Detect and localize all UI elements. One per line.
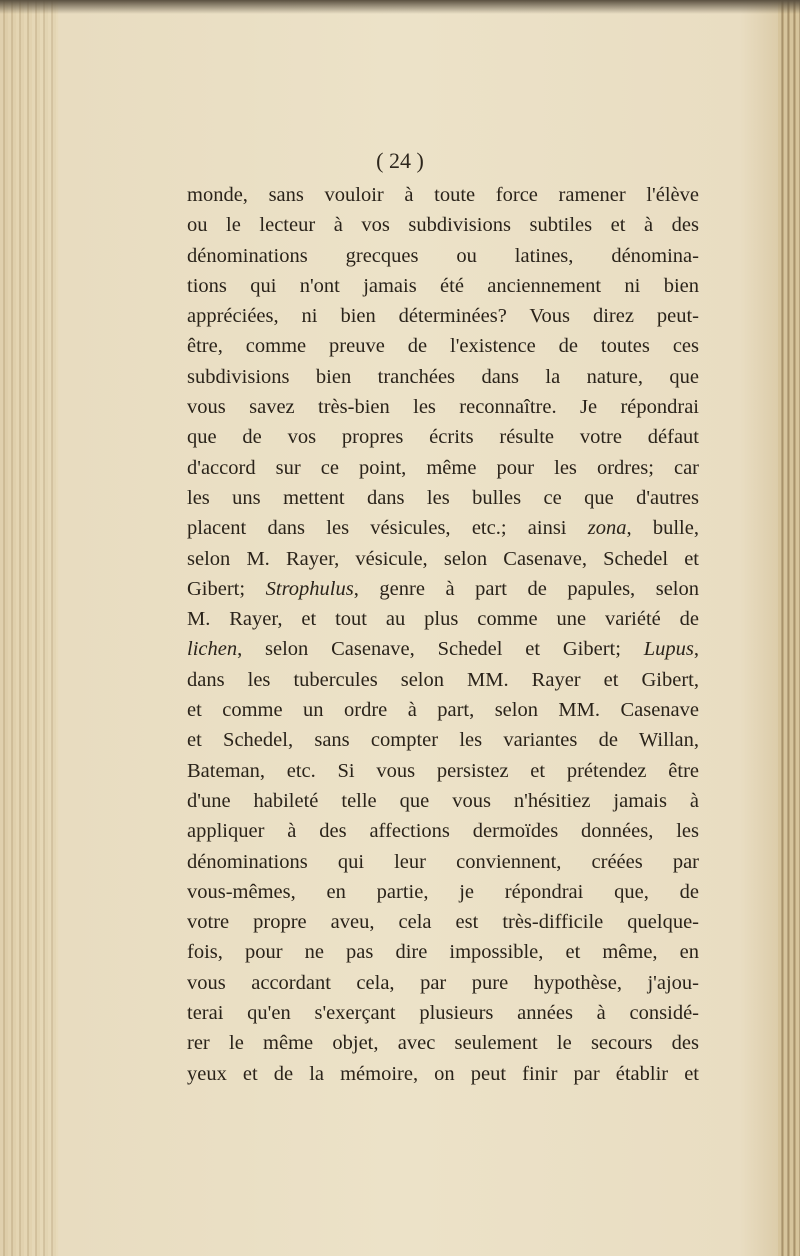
- text-line: lichen, selon Casenave, Schedel et Gibert; Lupus,: [187, 638, 699, 661]
- page-number: ( 24 ): [376, 148, 424, 173]
- text-line: les uns mettent dans les bulles ce que d'autres: [187, 486, 699, 509]
- text-line: dénominations qui leur conviennent, créées par: [187, 850, 699, 873]
- text-line: d'une habileté telle que vous n'hésitiez jamais à: [187, 789, 699, 812]
- page-gutter: [0, 0, 58, 1256]
- text-line: être, comme preuve de l'existence de toutes ces: [187, 335, 699, 358]
- text-line: M. Rayer, et tout au plus comme une variété de: [187, 608, 699, 631]
- text-line: appliquer à des affections dermoïdes données, les: [187, 820, 699, 843]
- text-line: appréciées, ni bien déterminées? Vous direz peut-: [187, 305, 699, 328]
- text-line: tions qui n'ont jamais été anciennement ni bien: [187, 274, 699, 297]
- text-line: et Schedel, sans compter les variantes de Willan,: [187, 729, 699, 752]
- text-line: vous accordant cela, par pure hypothèse, j'ajou-: [187, 971, 699, 994]
- text-line: vous-mêmes, en partie, je répondrai que, de: [187, 880, 699, 903]
- text-line: dans les tubercules selon MM. Rayer et Gibert,: [187, 668, 699, 691]
- text-line: ou le lecteur à vos subdivisions subtiles et à des: [187, 214, 699, 237]
- text-line: que de vos propres écrits résulte votre défaut: [187, 426, 699, 449]
- text-line: Gibert; Strophulus, genre à part de papules, selon: [187, 577, 699, 600]
- text-line: d'accord sur ce point, même pour les ordres; car: [187, 456, 699, 479]
- text-line: fois, pour ne pas dire impossible, et même, en: [187, 941, 699, 964]
- text-line: rer le même objet, avec seulement le secours des: [187, 1032, 699, 1055]
- text-line: dénominations grecques ou latines, dénomina-: [187, 244, 699, 267]
- text-line: yeux et de la mémoire, on peut finir par établir et: [187, 1062, 699, 1085]
- text-line: Bateman, etc. Si vous persistez et prétendez être: [187, 759, 699, 782]
- top-shadow: [0, 0, 800, 14]
- text-line: subdivisions bien tranchées dans la nature, que: [187, 365, 699, 388]
- text-line: votre propre aveu, cela est très-difficile quelque-: [187, 911, 699, 934]
- text-line: et comme un ordre à part, selon MM. Casenave: [187, 699, 699, 722]
- page-edges: [778, 0, 800, 1256]
- text-line: selon M. Rayer, vésicule, selon Casenave, Schedel et: [187, 547, 699, 570]
- text-line: terai qu'en s'exerçant plusieurs années à considé-: [187, 1002, 699, 1025]
- body-text: [187, 180, 699, 1089]
- text-line: vous savez très-bien les reconnaître. Je répondrai: [187, 396, 699, 419]
- text-line: placent dans les vésicules, etc.; ainsi zona, bulle,: [187, 517, 699, 540]
- text-line: monde, sans vouloir à toute force ramener l'élève: [187, 184, 699, 206]
